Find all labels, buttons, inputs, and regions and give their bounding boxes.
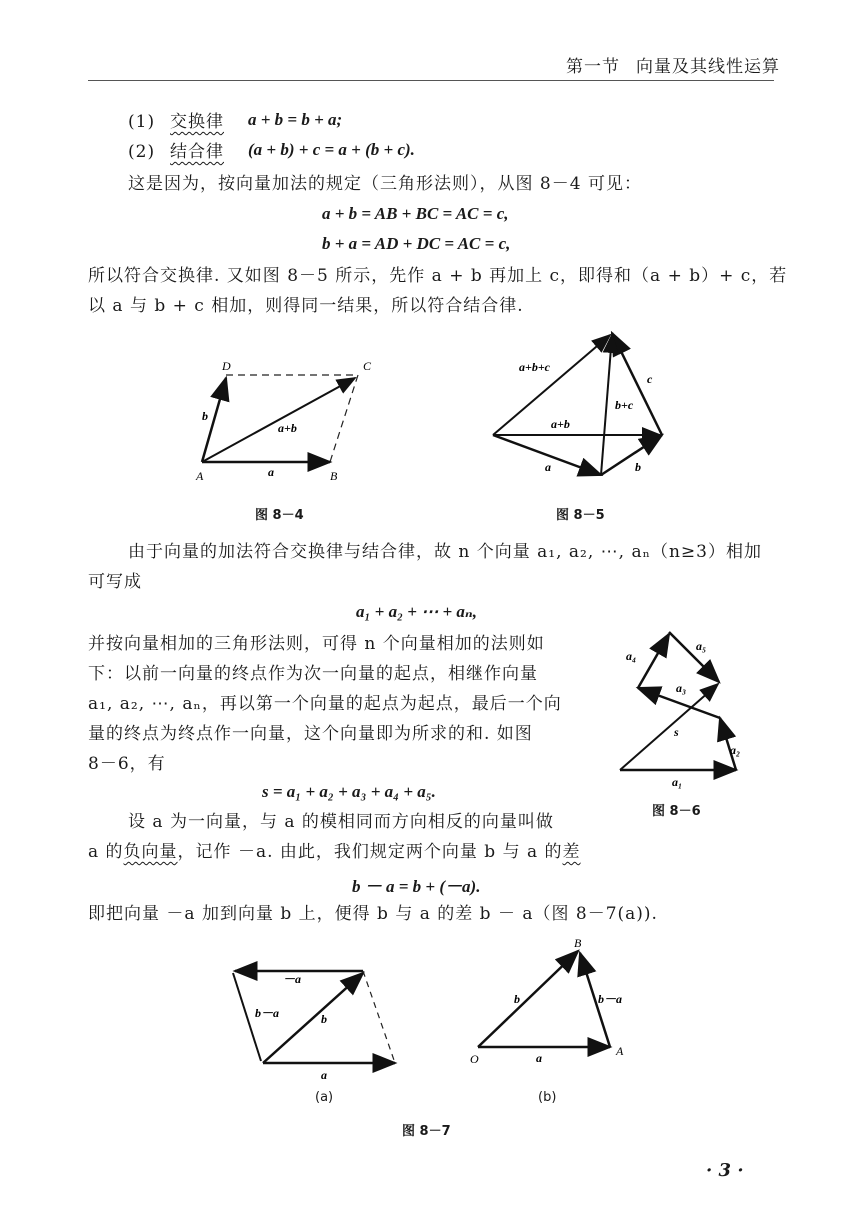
vector-label-a: a bbox=[536, 1051, 542, 1065]
figure-8-5-caption: 图 8－5 bbox=[556, 508, 605, 523]
term-difference: 差 bbox=[562, 842, 581, 862]
page-number: · 3 · bbox=[706, 1160, 744, 1181]
paragraph-polygon-rule-line4: 量的终点为终点作一向量，这个向量即为所求的和. 如图 bbox=[88, 724, 533, 744]
figure-8-7a bbox=[225, 955, 410, 1080]
dashed-edge-bc bbox=[330, 375, 358, 462]
vector-label-c: c bbox=[647, 372, 653, 386]
vector-label-a2: a₂ bbox=[730, 743, 741, 757]
vector-label-a: a bbox=[545, 460, 551, 474]
paragraph-polygon-rule-line1: 并按向量相加的三角形法则，可得 n 个向量相加的法则如 bbox=[88, 634, 545, 654]
section-number: 第一节 bbox=[566, 57, 620, 77]
point-label-A: A bbox=[196, 469, 204, 483]
vector-b-arrow bbox=[478, 951, 578, 1047]
vector-label-a-plus-b: a+b bbox=[278, 421, 297, 435]
equation-ab: a + b = AB + BC = AC = c, bbox=[322, 204, 509, 223]
paragraph-associative-line1: 所以符合交换律. 又如图 8－5 所示，先作 a + b 再加上 c，即得和（a + b）+ c，若 bbox=[88, 266, 788, 286]
paragraph-triangle-rule: 这是因为，按向量加法的规定（三角形法则），从图 8－4 可见： bbox=[128, 174, 642, 194]
commutative-law-formula: a + b = b + a; bbox=[248, 110, 343, 129]
point-label-C: C bbox=[363, 359, 372, 373]
vector-label-b-minus-a: b－a bbox=[255, 1006, 280, 1020]
figure-8-7-caption: 图 8－7 bbox=[402, 1124, 451, 1139]
figure-8-7b bbox=[462, 935, 632, 1070]
associative-law-number: (2) bbox=[128, 142, 156, 162]
point-label-A: A bbox=[616, 1044, 624, 1058]
equation-difference: b － a = b + (－a). bbox=[352, 877, 481, 896]
equation-sum-n: a₁ + a₂ + ⋯ + aₙ, bbox=[356, 602, 477, 621]
figure-8-7a-sublabel: (a) bbox=[315, 1090, 334, 1105]
point-label-B: B bbox=[574, 936, 582, 950]
negative-vector-middle: ，记作 －a. 由此，我们规定两个向量 b 与 a 的 bbox=[177, 842, 563, 862]
paragraph-negative-vector-line2 bbox=[88, 840, 581, 864]
commutative-law-number: (1) bbox=[128, 112, 156, 132]
vector-label-b: b bbox=[321, 1012, 327, 1026]
vector-label-neg-a: －a bbox=[283, 972, 302, 986]
paragraph-negative-vector-line1: 设 a 为一向量，与 a 的模相同而方向相反的向量叫做 bbox=[128, 812, 554, 832]
paragraph-difference: 即把向量 －a 加到向量 b 上，便得 b 与 a 的差 b － a（图 8－7(a)). bbox=[88, 904, 658, 924]
vector-a-plus-b-arrow bbox=[202, 378, 355, 462]
paragraph-polygon-rule-line5: 8－6，有 bbox=[88, 754, 166, 774]
point-label-B: B bbox=[330, 469, 338, 483]
paragraph-n-vectors-line2: 可写成 bbox=[88, 572, 142, 592]
commutative-law-name: 交换律 bbox=[170, 112, 224, 132]
vector-label-a3: a₃ bbox=[676, 681, 687, 695]
vector-a4-arrow bbox=[638, 634, 669, 688]
negative-vector-prefix: a 的 bbox=[88, 842, 124, 862]
vector-label-b-plus-c: b+c bbox=[615, 398, 634, 412]
figure-8-4-caption: 图 8－4 bbox=[255, 508, 304, 523]
header-rule bbox=[88, 80, 774, 81]
vector-b-plus-c-arrow bbox=[601, 335, 612, 475]
vector-label-b: b bbox=[635, 460, 641, 474]
vector-label-a4: a₄ bbox=[626, 649, 637, 663]
associative-law-formula: (a + b) + c = a + (b + c). bbox=[248, 140, 415, 159]
section-title: 向量及其线性运算 bbox=[636, 57, 780, 77]
vector-c-arrow bbox=[612, 333, 662, 435]
dashed-edge bbox=[363, 971, 395, 1063]
vector-s-arrow bbox=[620, 684, 718, 770]
paragraph-n-vectors-line1: 由于向量的加法符合交换律与结合律，故 n 个向量 a₁, a₂, ⋯, aₙ（n≥3）相加 bbox=[128, 542, 762, 562]
vector-label-a5: a₅ bbox=[696, 639, 707, 653]
vector-label-a-plus-b-plus-c: a+b+c bbox=[519, 360, 551, 374]
paragraph-associative-line2: 以 a 与 b + c 相加，则得同一结果，所以符合结合律. bbox=[88, 296, 524, 316]
vector-label-b-minus-a: b－a bbox=[598, 992, 623, 1006]
vector-label-a-plus-b: a+b bbox=[551, 417, 570, 431]
figure-8-5 bbox=[485, 325, 675, 485]
vector-label-s: s bbox=[674, 725, 679, 739]
point-label-O: O bbox=[470, 1052, 479, 1066]
vector-label-a: a bbox=[268, 465, 274, 479]
vector-label-a: a bbox=[321, 1068, 327, 1082]
figure-8-6 bbox=[612, 620, 760, 789]
paragraph-polygon-rule-line2: 下：以前一向量的终点作为次一向量的起点，相继作向量 bbox=[88, 664, 538, 684]
vector-label-a1: a₁ bbox=[672, 775, 683, 789]
equation-ba: b + a = AD + DC = AC = c, bbox=[322, 234, 511, 253]
associative-law-name: 结合律 bbox=[170, 142, 224, 162]
vector-b-arrow bbox=[601, 435, 662, 475]
equation-s: s = a₁ + a₂ + a₃ + a₄ + a₅. bbox=[262, 782, 436, 801]
paragraph-polygon-rule-line3: a₁, a₂, ⋯, aₙ，再以第一个向量的起点为起点，最后一个向 bbox=[88, 694, 562, 714]
figure-8-4 bbox=[180, 350, 390, 490]
point-label-D: D bbox=[222, 359, 231, 373]
vector-label-b: b bbox=[202, 409, 208, 423]
vector-label-b: b bbox=[514, 992, 520, 1006]
figure-8-6-caption: 图 8－6 bbox=[652, 804, 701, 819]
vector-a5-arrow bbox=[669, 632, 719, 682]
term-negative-vector: 负向量 bbox=[123, 842, 178, 862]
figure-8-7b-sublabel: (b) bbox=[538, 1090, 557, 1105]
